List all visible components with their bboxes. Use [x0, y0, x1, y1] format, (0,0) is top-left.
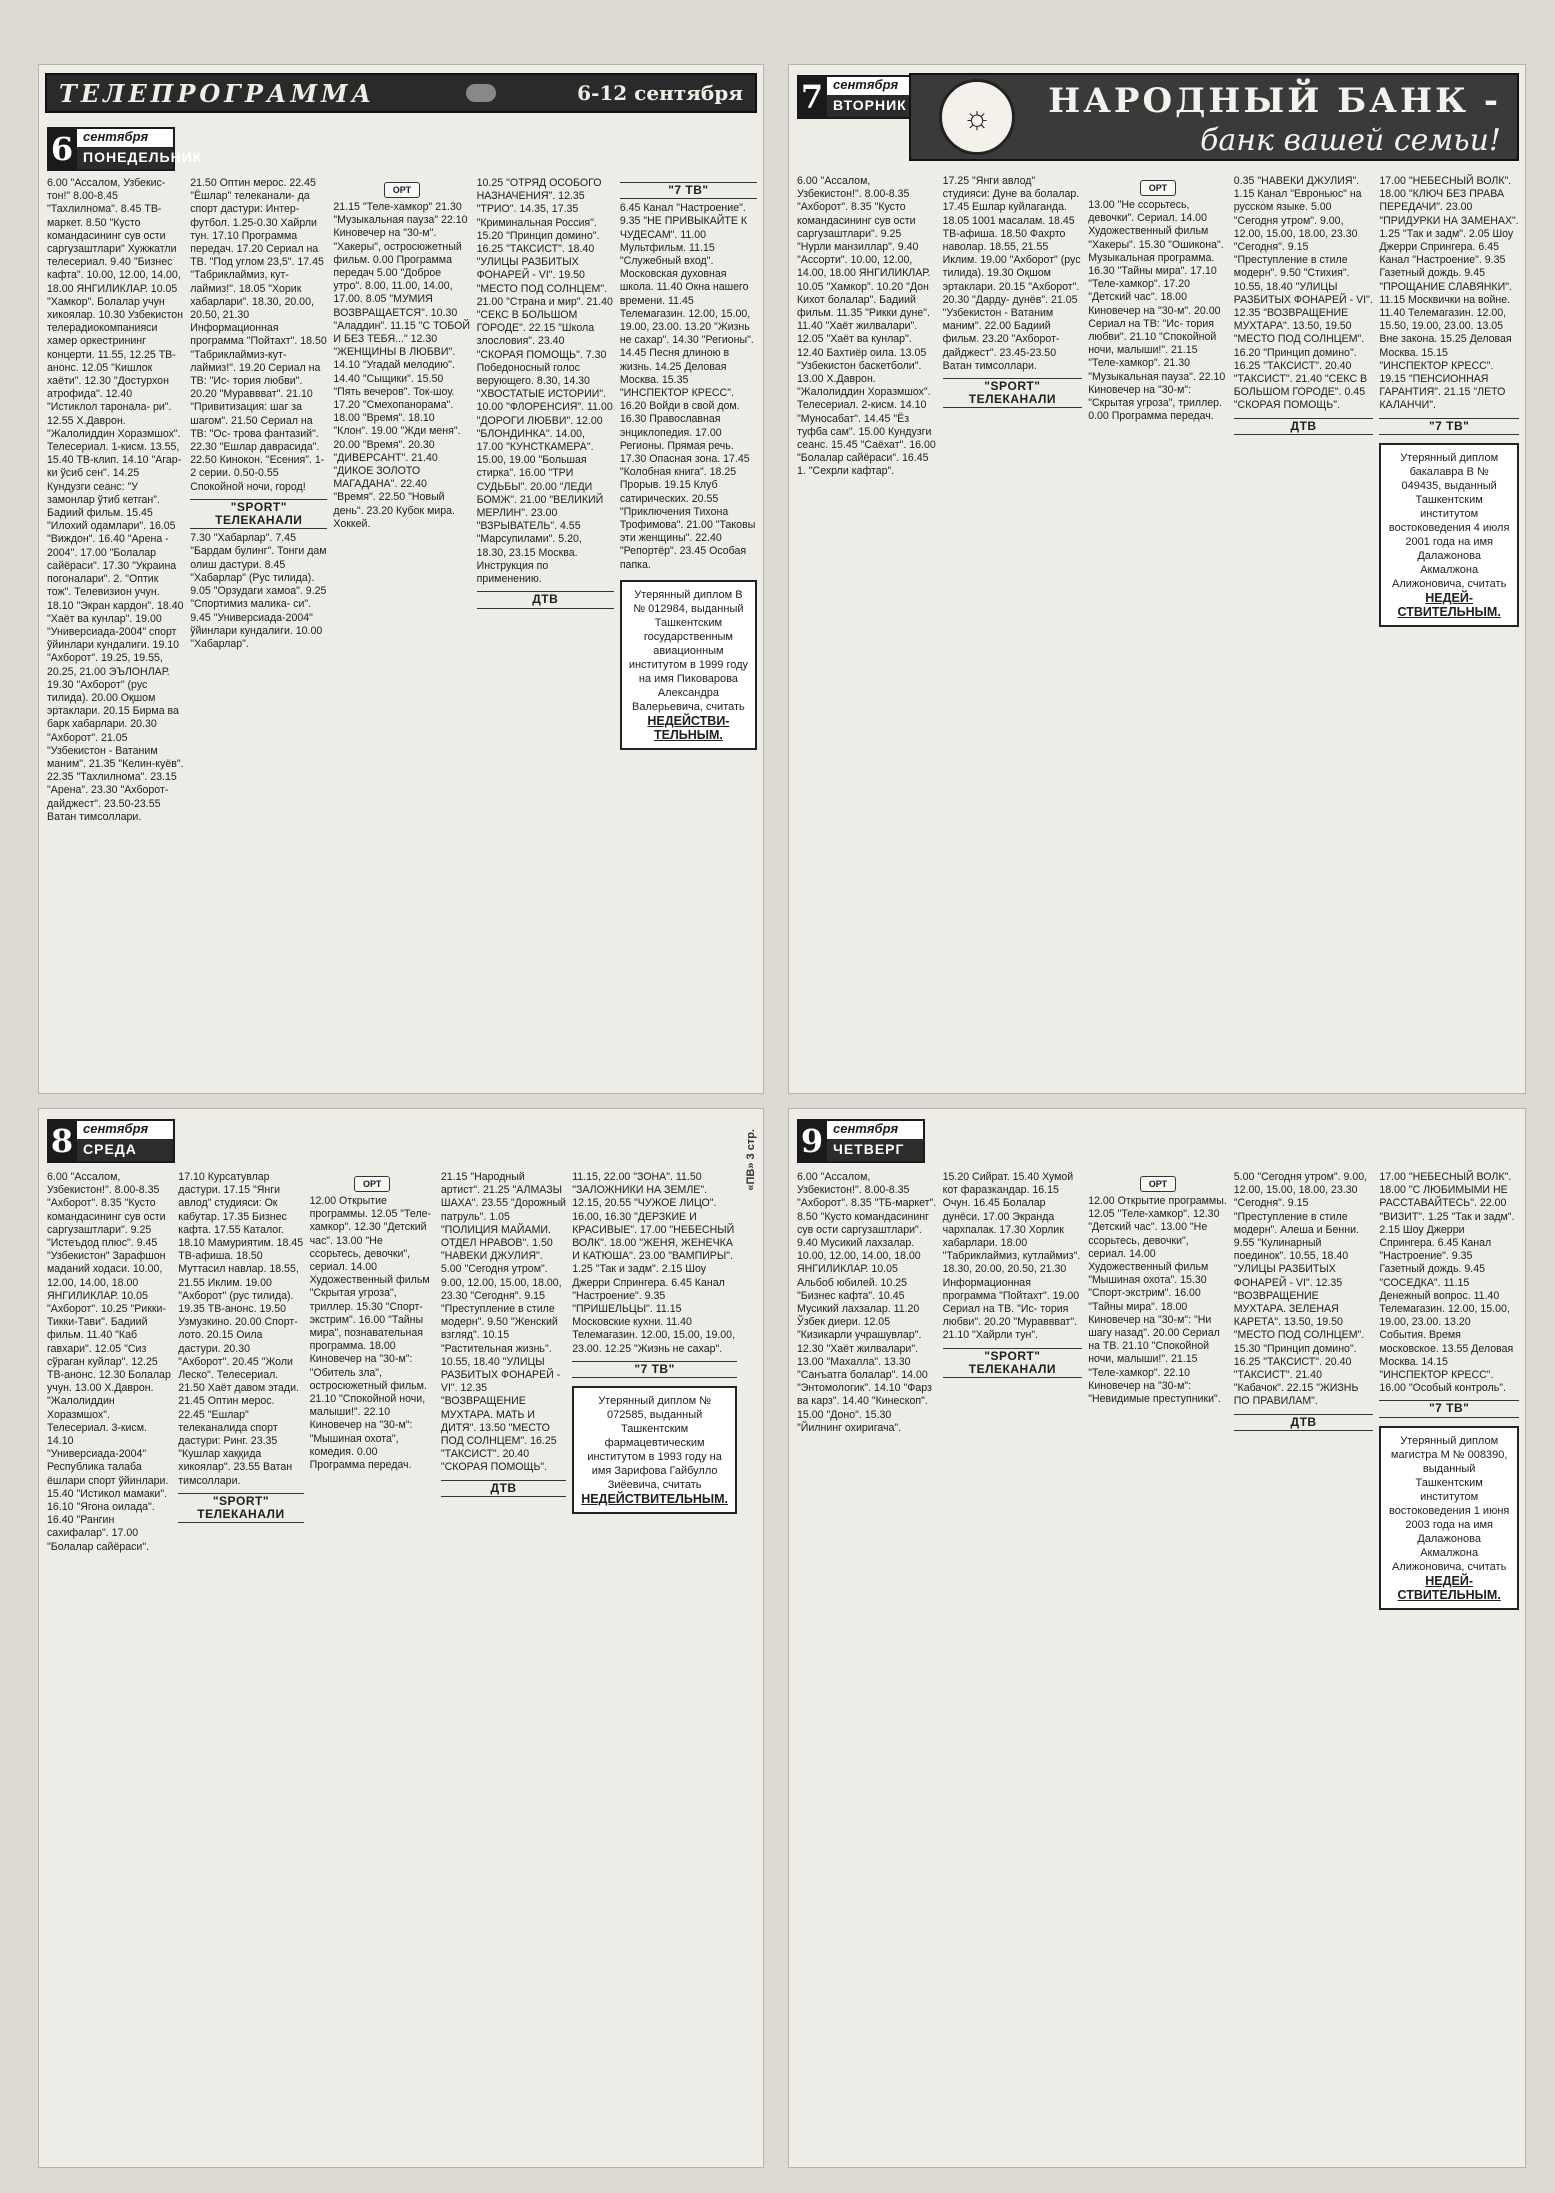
- lost-diploma-notice: [1379, 1426, 1519, 1610]
- page-thursday: [788, 1108, 1526, 2168]
- notice-emphasis: НЕДЕЙ- СТВИТЕЛЬНЫМ.: [1397, 1573, 1501, 1602]
- banner-title: ТЕЛЕПРОГРАММА: [59, 78, 376, 108]
- column-2: [190, 177, 327, 1087]
- bank-title: НАРОДНЫЙ БАНК -: [1048, 81, 1501, 121]
- day-header-wednesday: [47, 1119, 175, 1163]
- program-columns: [797, 1171, 1519, 2161]
- notice-text: Утерянный диплом магистра М № 008390, выданный Ташкентским институтом востоковедения 1 июня 2003 года на имя Далажонова Акмалжона Алижоновича, считать: [1388, 1434, 1510, 1573]
- notice-emphasis: НЕДЕЙСТВИ- ТЕЛЬНЫМ.: [647, 713, 730, 742]
- channel-heading: "7 ТВ": [572, 1361, 737, 1378]
- day-month: сентября: [83, 129, 149, 144]
- day-number: 6: [47, 127, 77, 171]
- notice-emphasis: НЕДЕЙ- СТВИТЕЛЬНЫМ.: [1397, 590, 1501, 619]
- column-5: [620, 177, 757, 1087]
- day-weekday: ЧЕТВЕРГ: [827, 1139, 923, 1161]
- column-text: 7.30 "Хабарлар". 7.45 "Бардам булинг". Тонги дам олиш дастури. 8.45 "Хабарлар" (Рус тилида). 9.05 "Орзудаги хамоа". 9.25 "Спортимиз малика- си". 9.45 "Универсиада-2004" ўйинлари кундалиги. 10.00 "Хабарлар".: [190, 532, 327, 650]
- channel-logo-icon: ОРТ: [354, 1176, 390, 1192]
- column-text: 12.00 Открытие программы. 12.05 "Теле-хамкор". 12.30 "Детский час". 13.00 "Не ссорьтесь, девочки", сериал. 14.00 Художественный фильм "Скрытая угроза", триллер. 15.30 "Спорт-экстрим". 16.00 "Тайны мира", познавательная программа. 18.00 Киновечер на "30-м": "Обитель зла", остросюжетный фильм. 21.10 "Спокойной ночи, малыши!". 22.10 Киновечер на "30-м": "Мышиная охота", комедия. 0.00 Программа передач.: [309, 1195, 432, 1472]
- channel-heading: ДТВ: [477, 591, 614, 608]
- bank-slogan: банк вашей семьи!: [1200, 123, 1501, 158]
- column-text: 17.10 Курсатувлар дастури. 17.15 "Янги авлод" студияси: Ок кабутар. 17.35 Бизнес кафта. 17.55 Каталог. 18.10 Мамуриятим. 18.45 ТВ-афиша. 18.50 Муттасил навлар. 18.55, 21.55 Иклим. 19.00 "Ахборот" (рус тилида). 19.35 ТВ-анонс. 19.50 Узмузкино. 20.00 Спорт-лото. 20.15 Оила дастури. 20.30 "Ахборот". 20.45 "Жоли Леско". Телесериал. 21.50 Хаёт давом этади. 21.45 Оптин мерос. 22.45 "Ешлар" телеканалида спорт дастури: Ринг. 23.35 "Кушлар хаққида хикоялар". 23.55 Ватан тимсоллари.: [178, 1171, 304, 1487]
- channel-heading: "7 ТВ": [620, 182, 757, 199]
- channel-heading: ДТВ: [1234, 418, 1374, 435]
- page-wednesday: [38, 1108, 764, 2168]
- channel-heading: "SPORT" ТЕЛЕКАНАЛИ: [190, 499, 327, 529]
- program-columns: [47, 1171, 737, 2161]
- day-month: сентября: [833, 1121, 899, 1136]
- channel-heading: ДТВ: [441, 1480, 566, 1497]
- column-1: [47, 177, 184, 1087]
- column-text: 6.00 "Ассалом, Узбекис- тон!" 8.00-8.45 "Тахлилнома". 8.45 ТВ-маркет. 8.50 "Кусто командасининг сув ости саргузаштлари" Хужжатли телесериал. 9.40 "Бизнес кафта". 10.00, 12.00, 14.00, 18.00 ЯНГИЛИКЛАР. 10.05 "Хамкор". Болалар учун хикоялар. 10.30 Узбекистон телерадиокомпанияси хамер оркестрининг концерти. 11.55, 12.25 ТВ-анонс. 12.05 "Кишлок хаёти". 12.30 "Достурхон атрофида". 12.40 "Истиклол таронала- ри". 12.55 Х.Даврон. "Жалолиддин Хоразмшох". Телесериал. 1-кисм. 13.55, 15.40 ТВ-клип. 14.10 "Агар-ки ўсиб сен". 14.25 Кундузги сеанс: "У замонлар ўтиб кетган". Бадиий фильм. 15.45 "Илохий одамлари". 16.05 "Виждон". 16.40 "Арена - 2004". 17.00 "Болалар сайёраси". 17.30 "Украина погоналари". 2. "Оптик тож". Телевизион учун. 18.10 "Экран кардон". 18.40 "Хаёт ва кунлар". 19.00 "Универсиада-2004" спорт ўйинлари кундалиги. 19.10 "Ахборот". 19.25, 19.55, 20.25, 21.00 ЭЪЛОНЛАР. 19.30 "Ахборот" (рус тилида). 20.00 Оқшом эртаклари. 20.15 Бирма ва барк хабарлари. 20.30 "Ахборот". 21.05 "Узбекистон - Ватаним маним". 21.35 "Келин-куёв". 22.35 "Тахлилнома". 23.15 "Арена". 23.30 "Ахборот-дайджест". 23.50-23.55 Ватан тимсоллари.: [47, 177, 184, 823]
- column-text: 5.00 "Сегодня утром". 9.00, 12.00, 15.00, 18.00, 23.30 "Сегодня". 9.15 "Преступление в стиле модерн". Алеша и Бенни. 9.55 "Кулинарный поединок". 10.55, 18.40 "УЛИЦЫ РАЗБИТЫХ ФОНАРЕЙ - VI". 12.35 "ВОЗВРАЩЕНИЕ МУХТАРА. ЗЕЛЕНАЯ КАРЕТА". 13.50, 19.50 "МЕСТО ПОД СОЛНЦЕМ". 15.30 "Принцип домино". 16.25 "ТАКСИСТ". 20.40 "ТАКСИСТ". 21.40 "Кабачок". 22.15 "ЖИЗНЬ ПО ПРАВИЛАМ".: [1233, 1171, 1368, 1408]
- column-1: [797, 175, 937, 1087]
- column-text: 17.00 "НЕБЕСНЫЙ ВОЛК". 18.00 "КЛЮЧ БЕЗ ПРАВА ПЕРЕДАЧИ". 23.00 "ПРИДУРКИ НА ЗАМЕНАХ". 1.25 "Так и задм". 2.05 Шоу Джерри Спрингера. 6.45 Канал "Настроение". 9.35 Газетный дождь. 9.45 "ПРОЩАНИЕ СЛАВЯНКИ". 11.15 Москвички на войне. 11.40 Телемагазин. 12.00, 15.50, 19.00, 23.00. 13.05 Вне закона. 15.25 Деловая Москва. 15.15 "ИНСПЕКТОР КРЕСС". 19.15 "ПЕНСИОННАЯ ГАРАНТИЯ". 21.15 "ЛЕТО КАЛАНЧИ".: [1379, 175, 1519, 412]
- day-number: 8: [47, 1119, 77, 1163]
- column-4: [441, 1171, 566, 2161]
- day-header-tuesday: [797, 75, 925, 119]
- column-text: 6.00 "Ассалом, Узбекистон!". 8.00-8.35 "Ахборот". 8.35 "ТБ-маркет". 8.50 "Кусто командасининг сув ости саргузаштлари". 9.40 Мусикий лахзалар. 10.00, 12.00, 14.00, 18.00 ЯНГИЛИКЛАР. 10.05 Альбоб юбилей. 10.25 "Бизнес кафта". 10.45 Мусикий лахзалар. 11.20 Ўзбек диери. 12.05 "Кизикарли учрашувлар". 12.30 "Хаёт жилвалари". 13.00 "Махалла". 13.30 "Санъатга болалар". 14.00 "Энтомологик". 14.10 "Фарз ва карз". 14.40 "Кинескоп". 15.00 "Доно". 15.30 "Йилнинг охиригача".: [797, 1171, 937, 1434]
- channel-logo-icon: ОРТ: [1140, 180, 1176, 196]
- channel-heading: "SPORT" ТЕЛЕКАНАЛИ: [943, 1348, 1083, 1378]
- column-5: [1379, 1171, 1519, 2161]
- lost-diploma-notice: [572, 1386, 737, 1514]
- column-text: 10.25 "ОТРЯД ОСОБОГО НАЗНАЧЕНИЯ". 12.35 "ТРИО". 14.35, 17.35 "Криминальная Россия". 15.20 "Принцип домино". 16.25 "ТАКСИСТ". 18.40 "УЛИЦЫ РАЗБИТЫХ ФОНАРЕЙ - VI". 19.50 "МЕСТО ПОД СОЛНЦЕМ". 21.00 "Страна и мир". 21.40 "СЕКС В БОЛЬШОМ ГОРОДЕ". 22.15 "Школа злословия". 23.40 "СКОРАЯ ПОМОЩЬ". 7.30 Победоносный голос верующего. 8.30, 14.30 "ХВОСТАТЫЕ ИСТОРИИ". 10.00 "ФЛОРЕНСИЯ". 11.00 "ДОРОГИ ЛЮБВИ". 12.00 "БЛОНДИНКА". 14.00, 17.00 "КУНСТКАМЕРА". 15.00, 19.00 "Большая стирка". 16.00 "ТРИ СУДЬБЫ". 20.00 "ЛЕДИ БОМЖ". 21.00 "ВЕЛИКИЙ МЕРЛИН". 23.00 "ВЗРЫВАТЕЛЬ". 4.55 "Марсупилами". 5.20, 18.30, 23.15 Москва. Инструкция по применению.: [476, 177, 613, 586]
- column-text: 6.00 "Ассалом, Узбекистон!". 8.00-8.35 "Ахборот". 8.35 "Кусто командасининг сув ости саргузаштлари". 9.25 "Нурли манзиллар". 9.40 "Ассорти". 10.00, 12.00, 14.00, 18.00 ЯНГИЛИКЛАР. 10.05 "Хамкор". 10.20 "Дон Кихот болалар". Бадиий фильм. 11.35 "Рикки дуне". 11.40 "Хаёт жилвалари". 12.05 "Хаёт ва кунлар". 12.40 Бахтиёр оила. 13.05 "Узбекистон баскетболи". 13.00 Х.Даврон. "Жалолиддин Хоразмшох". Телесериал. 2-кисм. 14.10 "Муносабат". 14.45 "Ёз туфба сам". 15.00 Кундузги сеанс. 15.45 "Саёхат". 16.00 "Болалар сайёраси". 16.45 1. "Сехрли кафтар".: [797, 175, 936, 478]
- banner-dates: 6-12 сентября: [577, 81, 743, 105]
- column-text: 0.35 "НАВЕКИ ДЖУЛИЯ". 1.15 Канал "Евроньюс" на русском языке. 5.00 "Сегодня утром". 9.00, 12.00, 15.00, 18.00, 23.30 "Сегодня". 9.15 "Преступление в стиле модерн". 9.50 "Стихия". 10.55, 18.40 "УЛИЦЫ РАЗБИТЫХ ФОНАРЕЙ - VI". 12.35 "ВОЗВРАЩЕНИЕ МУХТАРА". 13.50, 19.50 "МЕСТО ПОД СОЛНЦЕМ". 16.20 "Принцип домино". 16.25 "ТАКСИСТ". 20.40 "ТАКСИСТ". 21.40 "СЕКС В БОЛЬШОМ ГОРОДЕ". 0.45 "СКОРАЯ ПОМОЩЬ".: [1233, 175, 1373, 412]
- column-3: [333, 177, 470, 1087]
- day-weekday: ПОНЕДЕЛЬНИК: [77, 147, 173, 169]
- day-month: сентября: [83, 1121, 149, 1136]
- channel-heading: "7 ТВ": [1379, 1400, 1519, 1417]
- column-text: 21.50 Оптин мерос. 22.45 "Ёшлар" телеканали- да спорт дастури: Интер- футбол. 1.25-0.30 Хайрли тун. 17.10 Программа передач. 17.20 Сериал на ТВ. "Под углом 23,5". 17.45 "Табриклаймиз, кут- лаймиз!". 18.05 "Хорик хабарлари". 18.30, 20.00, 20.50, 21.30 Информационная программа "Пойтахт". 18.50 "Табриклаймиз-кут- лаймиз!". 19.20 Сериал на ТВ: "Ис- тория любви". 20.20 "Мураввват". 21.10 "Привитизация: шаг за шагом". 21.50 Сериал на ТВ: "Ос- трова фантазий". 22.30 "Ешлар даврасида". 22.50 Кинокон. "Есения". 1-2 серии. 0.50-0.55 Спокойной ночи, город!: [190, 177, 327, 493]
- day-number: 7: [797, 75, 827, 119]
- column-2: [943, 175, 1083, 1087]
- column-4: [1234, 1171, 1374, 2161]
- channel-logo-icon: ОРТ: [1140, 1176, 1176, 1192]
- page-tuesday: [788, 64, 1526, 1094]
- program-columns: [47, 177, 757, 1087]
- column-text: 17.00 "НЕБЕСНЫЙ ВОЛК". 18.00 "С ЛЮБИМЫМИ НЕ РАССТАВАЙТЕСЬ". 22.00 "ВИЗИТ". 1.25 "Так и задм". 2.15 Шоу Джерри Спрингера. 6.45 Канал "Настроение". 9.35 Газетный дождь. 9.45 "СОСЕДКА". 11.15 Денежный вопрос. 11.40 Телемагазин. 12.00, 15.00, 19.00, 23.00. 13.20 События. Время московское. 13.55 Деловая Москва. 14.15 "ИНСПЕКТОР КРЕСС". 16.00 "Особый контроль".: [1379, 1171, 1515, 1395]
- day-weekday: ВТОРНИК: [827, 95, 923, 117]
- day-header-monday: [47, 127, 203, 171]
- notice-text: Утерянный диплом бакалавра В № 049435, выданный Ташкентским институтом востоковедения 4 июля 2001 года на имя Далажонова Акмалжона Алижоновича, считать: [1388, 451, 1510, 590]
- channel-heading: "7 ТВ": [1379, 418, 1519, 435]
- column-1: [47, 1171, 172, 2161]
- column-text: 17.25 "Янги авлод" студияси: Дуне ва болалар. 17.45 Ешлар куйлаганда. 18.05 1001 масалам. 18.45 ТВ-афиша. 18.50 Фахрто наволар. 18.55, 21.55 Иклим. 19.00 "Ахборот" (рус тилида). 19.30 Оқшом эртаклари. 20.15 "Ахборот". 20.30 "Дарду- дунёв". 21.05 "Узбекистон - Ватаним маним". 22.00 Бадиий фильм. 23.20 "Ахборот-дайджест". 23.45-23.50 Ватан тимсоллари.: [942, 175, 1081, 372]
- column-5: [572, 1171, 737, 2161]
- column-text: 11.15, 22.00 "ЗОНА". 11.50 "ЗАЛОЖНИКИ НА ЗЕМЛЕ". 12.15, 20.55 "ЧУЖОЕ ЛИЦО". 16.00, 16.30 "ДЕРЗКИЕ И КРАСИВЫЕ". 17.00 "НЕБЕСНЫЙ ВОЛК". 18.00 "ЖЕНЯ, ЖЕНЕЧКА И КАТЮША". 23.00 "ВАМПИРЫ". 1.25 "Так и задм". 2.15 Шоу Джерри Спрингера. 6.45 Канал "Настроение". 9.35 "ПРИШЕЛЬЦЫ". 11.15 Московские кухни. 11.40 Телемагазин. 12.00, 15.00, 19.00, 23.00. 12.25 "Жизнь не сахар".: [572, 1171, 736, 1355]
- channel-heading: ДТВ: [1234, 1414, 1374, 1431]
- column-text: 15.20 Сийрат. 15.40 Хумой кот фаразкандар. 16.15 Очун. 16.45 Болалар дунёси. 17.00 Экранда чархпалак. 17.30 Хорлик хабарлари. 18.00 "Табриклаймиз, кутлаймиз". 18.30, 20.00, 20.50, 21.30 Информационная программа "Пойтахт". 19.00 Сериал на ТВ. "Ис- тория любви". 20.20 "Мураввват". 21.10 "Хайрли тун".: [942, 1171, 1081, 1342]
- notice-text: Утерянный диплом В № 012984, выданный Ташкентским государственным авиационным институтом в 1999 году на имя Пиковарова Александра Валерьевича, считать: [628, 588, 749, 713]
- column-text: 21.15 "Теле-хамкор" 21.30 "Музыкальная пауза" 22.10 Киновечер на "30-м". "Хакеры", остросюжетный фильм. 0.00 Программа передач 5.00 "Доброе утро". 8.00, 11.00, 14.00, 17.00. 8.05 "МУМИЯ ВОЗВРАЩАЕТСЯ". 10.30 "Аладдин". 11.15 "С ТОБОЙ И БЕЗ ТЕБЯ..." 12.30 "ЖЕНЩИНЫ В ЛЮБВИ". 14.10 "Угадай мелодию". 14.40 "Сыщики". 15.50 "Пять вечеров". Ток-шоу. 17.20 "Смехопанорама". 18.00 "Время". 18.10 "Клон". 19.00 "Жди меня". 20.00 "Время". 20.30 "ДИВЕРСАНТ". 21.40 "ДИКОЕ ЗОЛОТО МАГАДАНА". 22.40 "Время". 22.50 "Новый день". 23.20 Кубок мира. Хоккей.: [333, 201, 471, 530]
- column-2: [943, 1171, 1083, 2161]
- column-1: [797, 1171, 937, 2161]
- program-columns: [797, 175, 1519, 1087]
- bank-emblem-icon: ☼: [939, 79, 1015, 155]
- column-5: [1379, 175, 1519, 1087]
- channel-heading: "SPORT" ТЕЛЕКАНАЛИ: [943, 378, 1083, 408]
- lost-diploma-notice: [1379, 443, 1519, 627]
- channel-logo-icon: ОРТ: [384, 182, 420, 198]
- column-text: 6.45 Канал "Настроение". 9.35 "НЕ ПРИВЫКАЙТЕ К ЧУДЕСАМ". 11.00 Мультфильм. 11.15 "Служебный вход". Московская духовная школа. 11.40 Окна нашего времени. 11.45 Телемагазин. 12.00, 15.00, 19.00, 23.00. 13.20 "Жизнь не сахар". 14.30 "Регионы". 14.45 Песня длиною в жизнь. 14.25 Деловая Москва. 15.35 "ИНСПЕКТОР КРЕСС". 16.20 Войди в свой дом. 16.30 Православная энциклопедия. 17.00 Регионы. Прямая речь. 17.30 Опасная зона. 17.45 "Колобная книга". 18.25 Прорыв. 19.15 Клуб сатирических. 20.55 "Приключения Тихона Трофимова". 21.00 "Таковы эти женщины". 22.40 "Репортёр". 23.45 Особая папка.: [619, 202, 756, 571]
- page-reference: «ПВ» 3 стр.: [745, 1129, 757, 1191]
- day-month: сентября: [833, 77, 899, 92]
- column-text: 21.15 "Народный артист". 21.25 "АЛМАЗЫ ШАХА". 23.55 "Дорожный патруль". 1.05 "ПОЛИЦИЯ МАЙАМИ. ОТДЕЛ НРАВОВ". 1.50 "НАВЕКИ ДЖУЛИЯ". 5.00 "Сегодня утром". 9.00, 12.00, 15.00, 18.00, 23.30 "Сегодня". 9.15 "Преступление в стиле модерн". 9.50 "Женский взгляд". 10.15 "Растительная жизнь". 10.55, 18.40 "УЛИЦЫ РАЗБИТЫХ ФОНАРЕЙ - VI". 12.35 "ВОЗВРАЩЕНИЕ МУХТАРА. МАТЬ И ДИТЯ". 13.50 "МЕСТО ПОД СОЛНЦЕМ". 16.25 "ТАКСИСТ". 20.40 "СКОРАЯ ПОМОЩЬ".: [440, 1171, 566, 1474]
- column-text: 6.00 "Ассалом, Узбекистон!". 8.00-8.35 "Ахборот". 8.35 "Кусто командасининг сув ости саргузаштлари". 9.25 "Истеъдод плюс". 9.45 "Узбекистон" Зарафшон маданий ходаси. 10.00, 12.00, 14.00, 18.00 ЯНГИЛИКЛАР. 10.05 "Ахборот". 10.25 "Рикки-Тикки-Тави". Бадиий фильм. 11.40 "Каб гавхари". 12.05 "Сиз сўраган куйлар". 12.25 ТВ-анонс. 12.30 Болалар учун. 13.00 Х.Даврон. "Жалолиддин Хоразмшох". Телесериал. 3-кисм. 14.10 "Универсиада-2004" Республика талаба ёшлари спорт ўйинлари. 15.40 "Истикол мамаки". 16.10 "Ягона оилада". 16.40 "Рангин сахифалар". 17.00 "Болалар сайёраси".: [47, 1171, 171, 1553]
- notice-emphasis: НЕДЕЙСТВИТЕЛЬНЫМ.: [581, 1492, 729, 1507]
- day-weekday: СРЕДА: [77, 1139, 173, 1161]
- lost-diploma-notice: [620, 580, 757, 750]
- day-number: 9: [797, 1119, 827, 1163]
- column-4: [1234, 175, 1374, 1087]
- column-3: [1088, 175, 1228, 1087]
- column-2: [178, 1171, 303, 2161]
- day-header-thursday: [797, 1119, 925, 1163]
- column-3: [1088, 1171, 1228, 2161]
- column-4: [477, 177, 614, 1087]
- column-text: 12.00 Открытие программы. 12.05 "Теле-хамкор". 12.30 "Детский час". 13.00 "Не ссорьтесь, девочки", сериал. 14.00 Художественный фильм "Мышиная охота". 15.30 "Спорт-экстрим". 16.00 "Тайны мира". 18.00 Киновечер на "30-м": "Ни шагу назад". 20.00 Сериал на ТВ. 21.10 "Спокойной ночи, малыши!". 21.15 "Теле-хамкор". 22.10 Киновечер на "30-м": "Невидимые преступники".: [1088, 1195, 1227, 1406]
- film-reel-icon: [466, 84, 496, 102]
- page-monday: [38, 64, 764, 1094]
- column-text: 13.00 "Не ссорьтесь, девочки". Сериал. 14.00 Художественный фильм "Хакеры". 15.30 "Ошикона". Музыкальная программа. 16.30 "Тайны мира". 17.10 "Теле-хамкор". 17.20 "Детский час". 18.00 Киновечер на "30-м". 20.00 Сериал на ТВ: "Ис- тория любви". 21.10 "Спокойной ночи, малыши!". 21.15 "Теле-хамкор". 21.30 "Музыкальная пауза". 22.10 Киновечер на "30-м": "Скрытая угроза", триллер. 0.00 Программа передач.: [1088, 199, 1226, 423]
- notice-text: Утерянный диплом № 072585, выданный Ташкентским фармацевтическим институтом в 1993 году на имя Зарифова Гайбулло Зиёевича, считать: [587, 1395, 722, 1492]
- channel-heading: "SPORT" ТЕЛЕКАНАЛИ: [178, 1493, 303, 1523]
- column-3: [310, 1171, 435, 2161]
- program-banner: [45, 73, 757, 113]
